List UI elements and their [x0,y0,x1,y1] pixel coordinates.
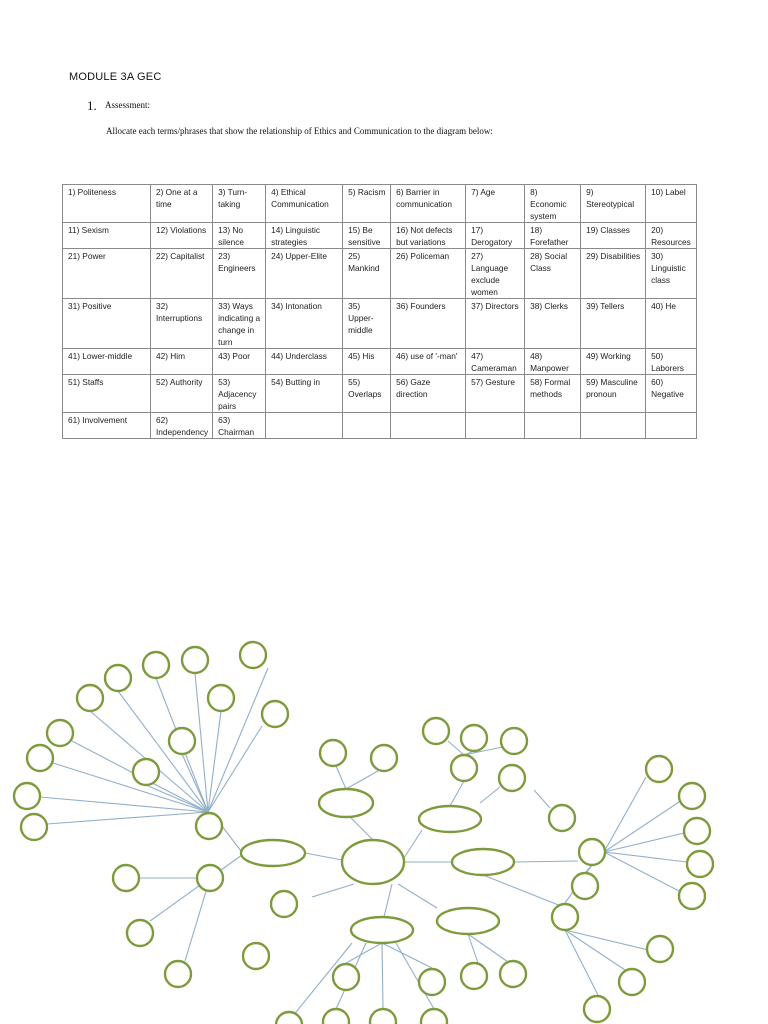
connector-line [382,943,383,1009]
leaf-node [549,805,575,831]
table-cell: 58) Formal methods [525,375,581,413]
leaf-node [419,969,445,995]
table-cell: 59) Masculine pronoun [581,375,646,413]
leaf-node [584,996,610,1022]
connector-line [480,787,500,803]
leaf-node [679,783,705,809]
connector-line [382,943,432,968]
leaf-node [461,725,487,751]
table-cell: 50) Laborers [646,349,697,375]
connector-line [195,673,208,812]
leaf-node [323,1009,349,1024]
leaf-node [619,969,645,995]
table-cell: 42) Him [151,349,213,375]
connector-line [565,930,625,970]
assessment-instruction: Allocate each terms/phrases that show the relationship of Ethics and Communication to the diagram below: [106,126,493,136]
table-cell: 23) Engineers [213,249,266,299]
leaf-node [21,814,47,840]
table-cell: 31) Positive [63,299,151,349]
table-cell: 62) Independency [151,413,213,439]
table-cell: 12) Violations [151,223,213,249]
table-cell: 29) Disabilities [581,249,646,299]
leaf-node [143,652,169,678]
table-cell: 2) One at a time [151,185,213,223]
table-cell: 39) Tellers [581,299,646,349]
table-cell: 30) Linguistic class [646,249,697,299]
table-cell: 40) He [646,299,697,349]
leaf-node [262,701,288,727]
table-cell: 18) Forefather [525,223,581,249]
leaf-node [105,665,131,691]
connector-line [336,766,346,789]
connector-line [208,726,262,812]
leaf-node [240,642,266,668]
leaf-node [687,851,713,877]
leaf-node [47,720,73,746]
table-cell: 21) Power [63,249,151,299]
connector-line [384,884,392,917]
connector-line [118,691,208,812]
connector-line [346,943,382,963]
leaf-node [133,759,159,785]
table-cell: 19) Classes [581,223,646,249]
table-cell: 17) Derogatory [466,223,525,249]
table-cell: 25) Mankind [343,249,391,299]
connector-line [350,817,373,840]
leaf-node [127,920,153,946]
leaf-node [243,943,269,969]
table-cell: 57) Gesture [466,375,525,413]
leaf-node [370,1009,396,1024]
table-cell: 27) Language exclude women [466,249,525,299]
table-cell: 15) Be sensitive [343,223,391,249]
table-cell: 7) Age [466,185,525,223]
branch-node [452,849,514,875]
table-cell: 28) Social Class [525,249,581,299]
table-cell: 47) Cameraman [466,349,525,375]
leaf-node [684,818,710,844]
connector-line [346,771,378,789]
item-number: 1. [87,98,97,113]
table-cell: 35) Upper-middle [343,299,391,349]
connector-line [47,812,208,824]
branch-node [437,908,499,934]
leaf-node [196,813,222,839]
table-cell: 45) His [343,349,391,375]
leaf-node [182,647,208,673]
leaf-node [113,865,139,891]
leaf-node [499,765,525,791]
connector-line [404,830,422,858]
connector-line [604,777,646,852]
connector-line [604,852,687,862]
table-cell: 3) Turn-taking [213,185,266,223]
table-cell: 26) Policeman [391,249,466,299]
table-cell: 48) Manpower [525,349,581,375]
leaf-node [371,745,397,771]
table-cell: 37) Directors [466,299,525,349]
table-cell: 16) Not defects but variations [391,223,466,249]
leaf-node [14,783,40,809]
connector-line [468,934,508,962]
leaf-node [646,756,672,782]
table-cell: 53) Adjacency pairs [213,375,266,413]
table-cell: 55) Overlaps [343,375,391,413]
connector-line [534,790,550,808]
leaf-node [197,865,223,891]
branch-node [319,789,373,817]
leaf-node [208,685,234,711]
leaf-node [647,936,673,962]
table-cell: 56) Gaze direction [391,375,466,413]
leaf-node [500,961,526,987]
connector-line [398,884,437,908]
connector-line [604,833,684,852]
table-cell: 36) Founders [391,299,466,349]
table-cell: 1) Politeness [63,185,151,223]
table-cell: 43) Poor [213,349,266,375]
module-title: MODULE 3A GEC [69,71,162,83]
leaf-node [276,1012,302,1024]
table-cell: 4) Ethical Communication [266,185,343,223]
branch-node [241,840,305,866]
table-cell: 33) Ways indicating a change in turn [213,299,266,349]
table-cell: 5) Racism [343,185,391,223]
table-cell: 49) Working [581,349,646,375]
central-node [342,840,404,884]
branch-node [419,806,481,832]
table-cell: 51) Staffs [63,375,151,413]
connector-line [514,861,578,862]
table-cell: 32) Interruptions [151,299,213,349]
leaf-node [165,961,191,987]
table-cell: 10) Label [646,185,697,223]
connector-line [312,884,354,897]
leaf-node [333,964,359,990]
connector-line [565,930,598,995]
leaf-node [423,718,449,744]
leaf-node [421,1009,447,1024]
table-cell: 24) Upper-Elite [266,249,343,299]
table-cell: 61) Involvement [63,413,151,439]
table-cell: 38) Clerks [525,299,581,349]
connector-line [604,852,679,891]
leaf-node [552,904,578,930]
connector-line [222,826,241,851]
table-cell: 22) Capitalist [151,249,213,299]
leaf-node [572,873,598,899]
connector-line [305,853,342,860]
table-cell: 41) Lower-middle [63,349,151,375]
table-cell: 8) Economic system [525,185,581,223]
connector-line [604,802,679,852]
table-cell: 44) Underclass [266,349,343,375]
table-cell: 60) Negative [646,375,697,413]
table-cell: 11) Sexism [63,223,151,249]
leaf-node [461,963,487,989]
table-cell: 52) Authority [151,375,213,413]
table-cell: 14) Linguistic strategies [266,223,343,249]
leaf-node [679,883,705,909]
table-cell: 63) Chairman [213,413,266,439]
table-cell: 20) Resources [646,223,697,249]
table-cell: 54) Butting in [266,375,343,413]
leaf-node [451,755,477,781]
leaf-node [27,745,53,771]
leaf-node [77,685,103,711]
branch-node [351,917,413,943]
table-cell: 46) use of '-man' [391,349,466,375]
leaf-node [501,728,527,754]
connector-line [450,781,464,806]
table-cell: 13) No silence [213,223,266,249]
leaf-node [579,839,605,865]
leaf-node [271,891,297,917]
connector-line [565,930,648,950]
table-cell: 6) Barrier in communication [391,185,466,223]
table-cell: 34) Intonation [266,299,343,349]
assessment-label: Assessment: [105,100,150,110]
table-cell: 9) Stereotypical [581,185,646,223]
connector-line [468,934,478,963]
leaf-node [169,728,195,754]
leaf-node [320,740,346,766]
